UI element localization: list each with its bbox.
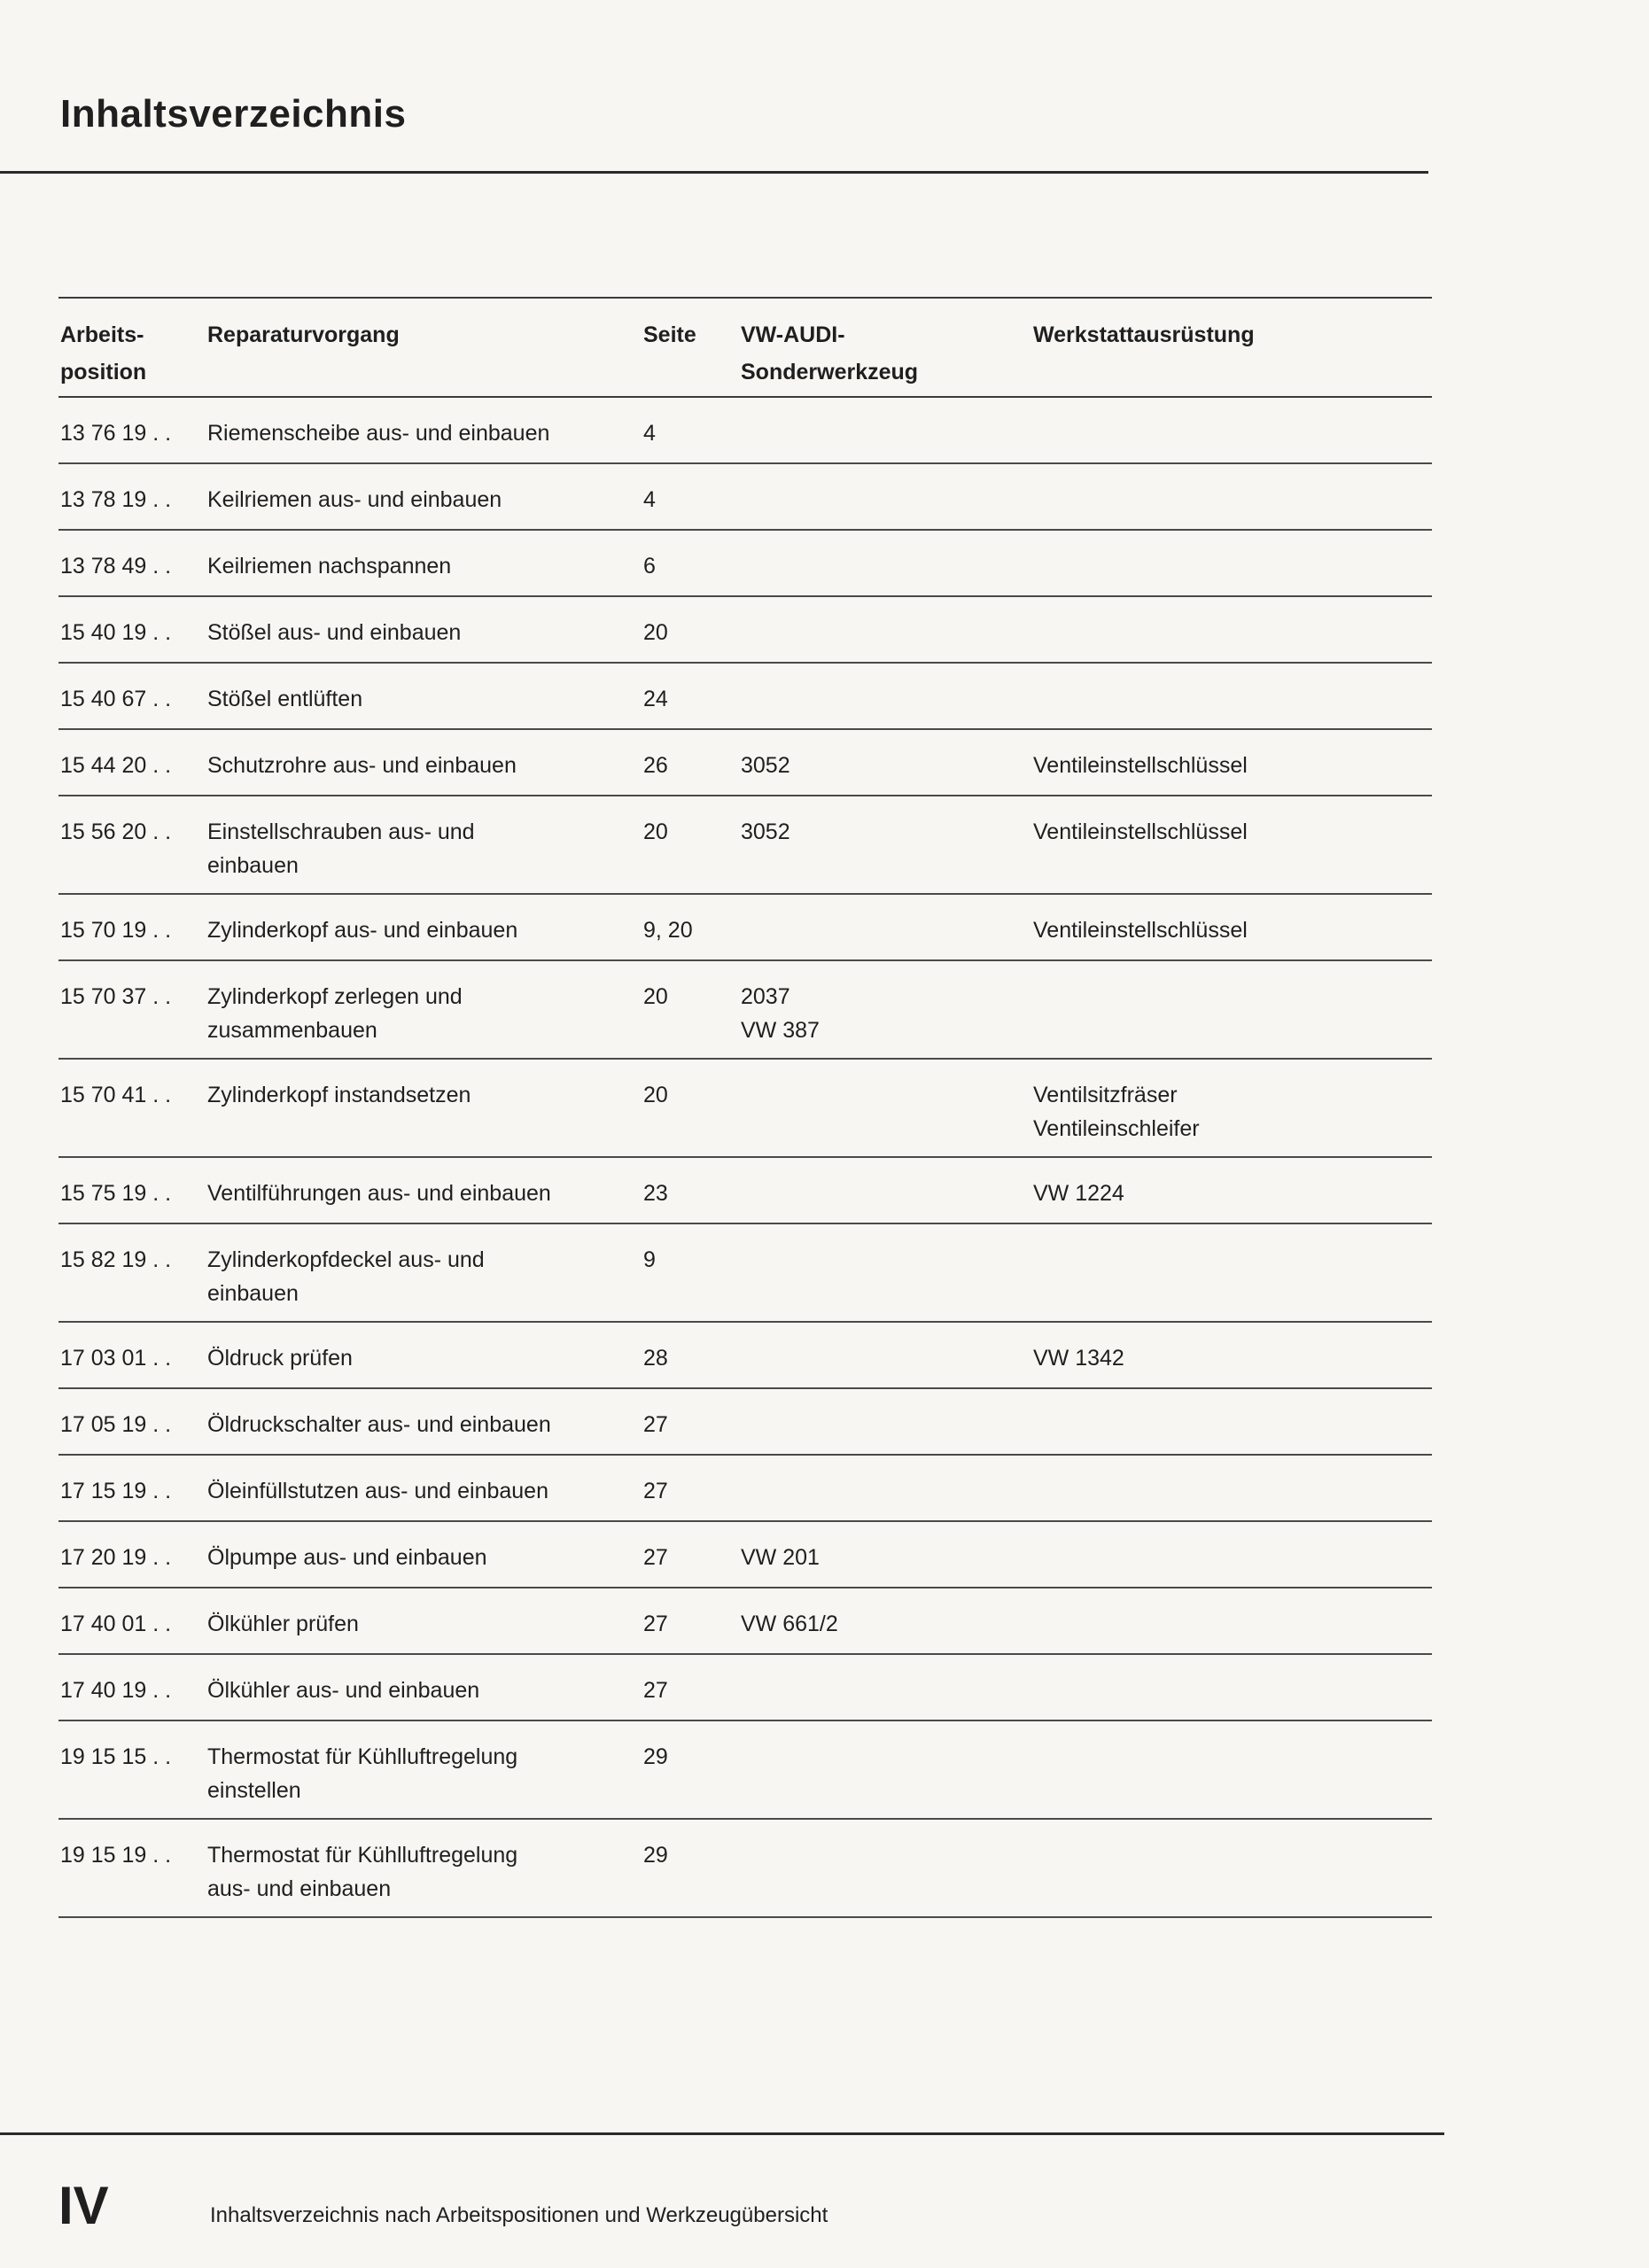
table-row <box>58 464 1432 531</box>
cell-position: 15 70 19 . . <box>60 918 172 943</box>
cell-operation: Schutzrohre aus- und einbauen <box>207 753 517 778</box>
table-row <box>58 1522 1432 1588</box>
cell-page: 29 <box>643 1744 668 1769</box>
header-tool-line-2: Sonderwerkzeug <box>741 360 919 384</box>
footer-rule <box>0 2132 1444 2135</box>
table-row <box>58 1721 1432 1820</box>
cell-position: 15 40 19 . . <box>60 620 172 645</box>
header-position-line-2: position <box>60 360 147 384</box>
cell-page: 4 <box>643 421 656 446</box>
header-operation: Reparaturvorgang <box>207 322 400 347</box>
table-row <box>58 597 1432 664</box>
table-row <box>58 895 1432 961</box>
header-tool <box>741 316 1007 391</box>
cell-tool: 3052 <box>741 819 790 844</box>
cell-operation: Ventilführungen aus- und einbauen <box>207 1181 551 1206</box>
table-row <box>58 796 1432 895</box>
table-header <box>58 297 1432 398</box>
cell-operation: Stößel aus- und einbauen <box>207 620 462 645</box>
table-row <box>58 1060 1432 1158</box>
table-row <box>58 730 1432 796</box>
cell-operation: Einstellschrauben aus- und einbauen <box>207 819 475 878</box>
cell-page: 4 <box>643 487 656 512</box>
cell-position: 13 78 49 . . <box>60 554 172 579</box>
table-row <box>58 1158 1432 1224</box>
cell-operation: Thermostat für Kühlluftregelung aus- und einbauen <box>207 1843 518 1901</box>
cell-equipment: VW 1342 <box>1033 1346 1124 1371</box>
cell-position: 13 76 19 . . <box>60 421 172 446</box>
cell-operation: Keilriemen aus- und einbauen <box>207 487 502 512</box>
cell-position: 17 03 01 . . <box>60 1346 172 1371</box>
footer-caption: Inhaltsverzeichnis nach Arbeitspositionen und Werkzeugübersicht <box>210 2203 828 2227</box>
cell-operation: Ölpumpe aus- und einbauen <box>207 1545 487 1570</box>
cell-operation: Zylinderkopf aus- und einbauen <box>207 918 518 943</box>
cell-position: 15 82 19 . . <box>60 1247 172 1272</box>
header-position-line-1: Arbeits- <box>60 322 144 347</box>
table-row <box>58 1456 1432 1522</box>
cell-page: 26 <box>643 753 668 778</box>
table-row <box>58 664 1432 730</box>
cell-operation: Zylinderkopf instandsetzen <box>207 1083 471 1107</box>
cell-position: 15 44 20 . . <box>60 753 172 778</box>
cell-page: 27 <box>643 1678 668 1703</box>
cell-page: 9, 20 <box>643 918 693 943</box>
cell-position: 15 70 37 . . <box>60 984 172 1009</box>
cell-page: 24 <box>643 687 668 711</box>
cell-page: 9 <box>643 1247 656 1272</box>
cell-operation: Öldruckschalter aus- und einbauen <box>207 1412 551 1437</box>
cell-operation: Zylinderkopfdeckel aus- und einbauen <box>207 1247 485 1306</box>
table-row <box>58 398 1432 464</box>
cell-position: 17 15 19 . . <box>60 1479 172 1503</box>
cell-position: 17 40 19 . . <box>60 1678 172 1703</box>
cell-page: 27 <box>643 1545 668 1570</box>
cell-position: 19 15 19 . . <box>60 1843 172 1868</box>
header-position <box>60 316 202 391</box>
table-row <box>58 1224 1432 1323</box>
page-title: Inhaltsverzeichnis <box>60 92 407 136</box>
cell-operation: Thermostat für Kühlluftregelung einstellen <box>207 1744 518 1803</box>
cell-tool: 3052 <box>741 753 790 778</box>
cell-operation: Zylinderkopf zerlegen und zusammenbauen <box>207 984 463 1043</box>
contents-table <box>58 297 1432 1918</box>
table-row <box>58 1389 1432 1456</box>
cell-position: 15 56 20 . . <box>60 819 172 844</box>
cell-page: 27 <box>643 1479 668 1503</box>
header-equipment: Werkstattausrüstung <box>1033 322 1255 347</box>
header-page: Seite <box>643 322 696 347</box>
cell-equipment: Ventileinstellschlüssel <box>1033 753 1248 778</box>
cell-equipment: Ventileinstellschlüssel <box>1033 918 1248 943</box>
cell-operation: Öleinfüllstutzen aus- und einbauen <box>207 1479 548 1503</box>
table-row <box>58 961 1432 1060</box>
cell-position: 19 15 15 . . <box>60 1744 172 1769</box>
cell-operation: Stößel entlüften <box>207 687 363 711</box>
cell-page: 20 <box>643 819 668 844</box>
cell-page: 20 <box>643 1083 668 1107</box>
cell-position: 15 70 41 . . <box>60 1083 172 1107</box>
cell-position: 15 75 19 . . <box>60 1181 172 1206</box>
table-row <box>58 1820 1432 1918</box>
cell-position: 15 40 67 . . <box>60 687 172 711</box>
table-row <box>58 1655 1432 1721</box>
cell-operation: Ölkühler aus- und einbauen <box>207 1678 480 1703</box>
cell-page: 23 <box>643 1181 668 1206</box>
cell-tool: 2037 VW 387 <box>741 984 820 1043</box>
cell-page: 20 <box>643 984 668 1009</box>
cell-tool: VW 201 <box>741 1545 820 1570</box>
cell-page: 6 <box>643 554 656 579</box>
cell-equipment: VW 1224 <box>1033 1181 1124 1206</box>
page-number: IV <box>58 2176 109 2235</box>
cell-page: 27 <box>643 1612 668 1636</box>
table-row <box>58 1323 1432 1389</box>
cell-tool: VW 661/2 <box>741 1612 838 1636</box>
header-tool-line-1: VW-AUDI- <box>741 322 845 347</box>
cell-page: 27 <box>643 1412 668 1437</box>
cell-operation: Keilriemen nachspannen <box>207 554 452 579</box>
cell-position: 17 05 19 . . <box>60 1412 172 1437</box>
table-row <box>58 531 1432 597</box>
cell-equipment: Ventilsitzfräser Ventileinschleifer <box>1033 1083 1200 1141</box>
cell-operation: Ölkühler prüfen <box>207 1612 359 1636</box>
cell-position: 17 20 19 . . <box>60 1545 172 1570</box>
cell-position: 17 40 01 . . <box>60 1612 172 1636</box>
cell-page: 20 <box>643 620 668 645</box>
table-row <box>58 1588 1432 1655</box>
cell-page: 28 <box>643 1346 668 1371</box>
cell-position: 13 78 19 . . <box>60 487 172 512</box>
cell-operation: Riemenscheibe aus- und einbauen <box>207 421 550 446</box>
cell-equipment: Ventileinstellschlüssel <box>1033 819 1248 844</box>
cell-page: 29 <box>643 1843 668 1868</box>
title-rule <box>0 171 1428 174</box>
cell-operation: Öldruck prüfen <box>207 1346 353 1371</box>
table-body <box>58 398 1432 1918</box>
